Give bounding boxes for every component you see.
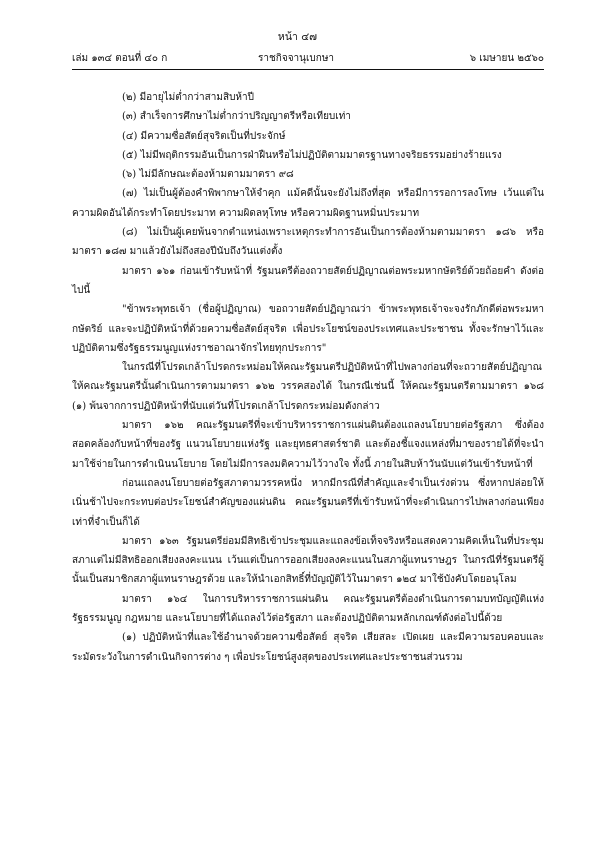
clause-item: (๑) ปฏิบัติหน้าที่และใช้อำนาจด้วยความซื่อสัตย์ สุจริต เสียสละ เปิดเผย และมีความรอบคอบและระมัดระวังในการดำเนินกิจการต่าง ๆ เพื่อประโยชน์สูงสุดของประเทศและประชาชนส่วนรวม (72, 632, 544, 663)
gazette-name: ราชกิจจานุเบกษา (258, 53, 335, 64)
clause-item: (๓) สำเร็จการศึกษาไม่ต่ำกว่าปริญญาตรีหรือเทียบเท่า (122, 111, 351, 123)
volume-issue: เล่ม ๑๓๔ ตอนที่ ๔๐ ก (72, 53, 168, 64)
section-paragraph: มาตรา ๑๖๑ ก่อนเข้ารับหน้าที่ รัฐมนตรีต้องถวายสัตย์ปฏิญาณต่อพระมหากษัตริย์ด้วยถ้อยคำ ดังต่อไปนี้ (72, 265, 544, 296)
clause-item: (๕) ไม่มีพฤติกรรมอันเป็นการฝ่าฝืนหรือไม่ปฏิบัติตามมาตรฐานทางจริยธรรมอย่างร้ายแรง (122, 149, 502, 161)
issue-date: ๖ เมษายน ๒๕๖๐ (469, 53, 544, 64)
clause-item: (๒) มีอายุไม่ต่ำกว่าสามสิบห้าปี (122, 92, 254, 103)
document-body (72, 88, 544, 667)
section-paragraph: มาตรา ๑๖๓ รัฐมนตรีย่อมมีสิทธิเข้าประชุมและแถลงข้อเท็จจริงหรือแสดงความคิดเห็นในที่ประชุมสภาแต่ไม่มีสิทธิออกเสียงลงคะแนน เว้นแต่เป็นการออกเสียงลงคะแนนในสภาผู้แทนราษฎร ในกรณีที่รัฐมนตรีผู้นั้นเป็นสมาชิกสภาผู้แทนราษฎรด้วย และให้นำเอกสิทธิ์ที่บัญญัติไว้ในมาตรา ๑๒๔ มาใช้บังคับโดยอนุโลม (72, 535, 544, 586)
header-divider (72, 69, 544, 70)
page-number: หน้า ๔๗ (277, 31, 318, 43)
clause-item: (๖) ไม่มีลักษณะต้องห้ามตามมาตรา ๙๘ (122, 169, 294, 181)
body-paragraph: ในกรณีที่โปรดเกล้าโปรดกระหม่อมให้คณะรัฐมนตรีปฏิบัติหน้าที่ไปพลางก่อนที่จะถวายสัตย์ปฏิญาณ ให้คณะรัฐมนตรีนั้นดำเนินการตามมาตรา ๑๖๒ วรรคสองได้ ในกรณีเช่นนี้ ให้คณะรัฐมนตรีตามมาตรา ๑๖๘ (๑) พ้นจากการปฏิบัติหน้าที่นับแต่วันที่โปรดเกล้าโปรดกระหม่อมดังกล่าว (72, 362, 544, 412)
section-paragraph: มาตรา ๑๖๔ ในการบริหารราชการแผ่นดิน คณะรัฐมนตรีต้องดำเนินการตามบทบัญญัติแห่งรัฐธรรมนูญ กฎหมาย และนโยบายที่ได้แถลงไว้ต่อรัฐสภา และต้องปฏิบัติตามหลักเกณฑ์ดังต่อไปนี้ด้วย (72, 593, 544, 625)
oath-text: "ข้าพระพุทธเจ้า (ชื่อผู้ปฏิญาณ) ขอถวายสัตย์ปฏิญาณว่า ข้าพระพุทธเจ้าจะจงรักภักดีต่อพระมหากษัตริย์ และจะปฏิบัติหน้าที่ด้วยความซื่อสัตย์สุจริต เพื่อประโยชน์ของประเทศและประชาชน ทั้งจะรักษาไว้และปฏิบัติตามซึ่งรัฐธรรมนูญแห่งราชอาณาจักรไทยทุกประการ" (72, 304, 544, 354)
clause-item: (๘) ไม่เป็นผู้เคยพ้นจากตำแหน่งเพราะเหตุกระทำการอันเป็นการต้องห้ามตามมาตรา ๑๘๖ หรือมาตรา ๑๘๗ มาแล้วยังไม่ถึงสองปีนับถึงวันแต่งตั้ง (72, 227, 544, 258)
section-paragraph: มาตรา ๑๖๒ คณะรัฐมนตรีที่จะเข้าบริหารราชการแผ่นดินต้องแถลงนโยบายต่อรัฐสภา ซึ่งต้องสอดคล้องกับหน้าที่ของรัฐ แนวนโยบายแห่งรัฐ และยุทธศาสตร์ชาติ และต้องชี้แจงแหล่งที่มาของรายได้ที่จะนำมาใช้จ่ายในการดำเนินนโยบาย โดยไม่มีการลงมติความไว้วางใจ ทั้งนี้ ภายในสิบห้าวันนับแต่วันเข้ารับหน้าที่ (72, 420, 544, 470)
clause-item: (๗) ไม่เป็นผู้ต้องคำพิพากษาให้จำคุก แม้คดีนั้นจะยังไม่ถึงที่สุด หรือมีการรอการลงโทษ เว้นแต่ในความผิดอันได้กระทำโดยประมาท ความผิดลหุโทษ หรือความผิดฐานหมิ่นประมาท (72, 188, 544, 219)
clause-item: (๔) มีความซื่อสัตย์สุจริตเป็นที่ประจักษ์ (122, 130, 286, 142)
running-header (72, 52, 544, 66)
body-paragraph: ก่อนแถลงนโยบายต่อรัฐสภาตามวรรคหนึ่ง หากมีกรณีที่สำคัญและจำเป็นเร่งด่วน ซึ่งหากปล่อยให้เนิ่นช้าไปจะกระทบต่อประโยชน์สำคัญของแผ่นดิน คณะรัฐมนตรีที่เข้ารับหน้าที่จะดำเนินการไปพลางก่อนเพียงเท่าที่จำเป็นก็ได้ (72, 477, 544, 528)
